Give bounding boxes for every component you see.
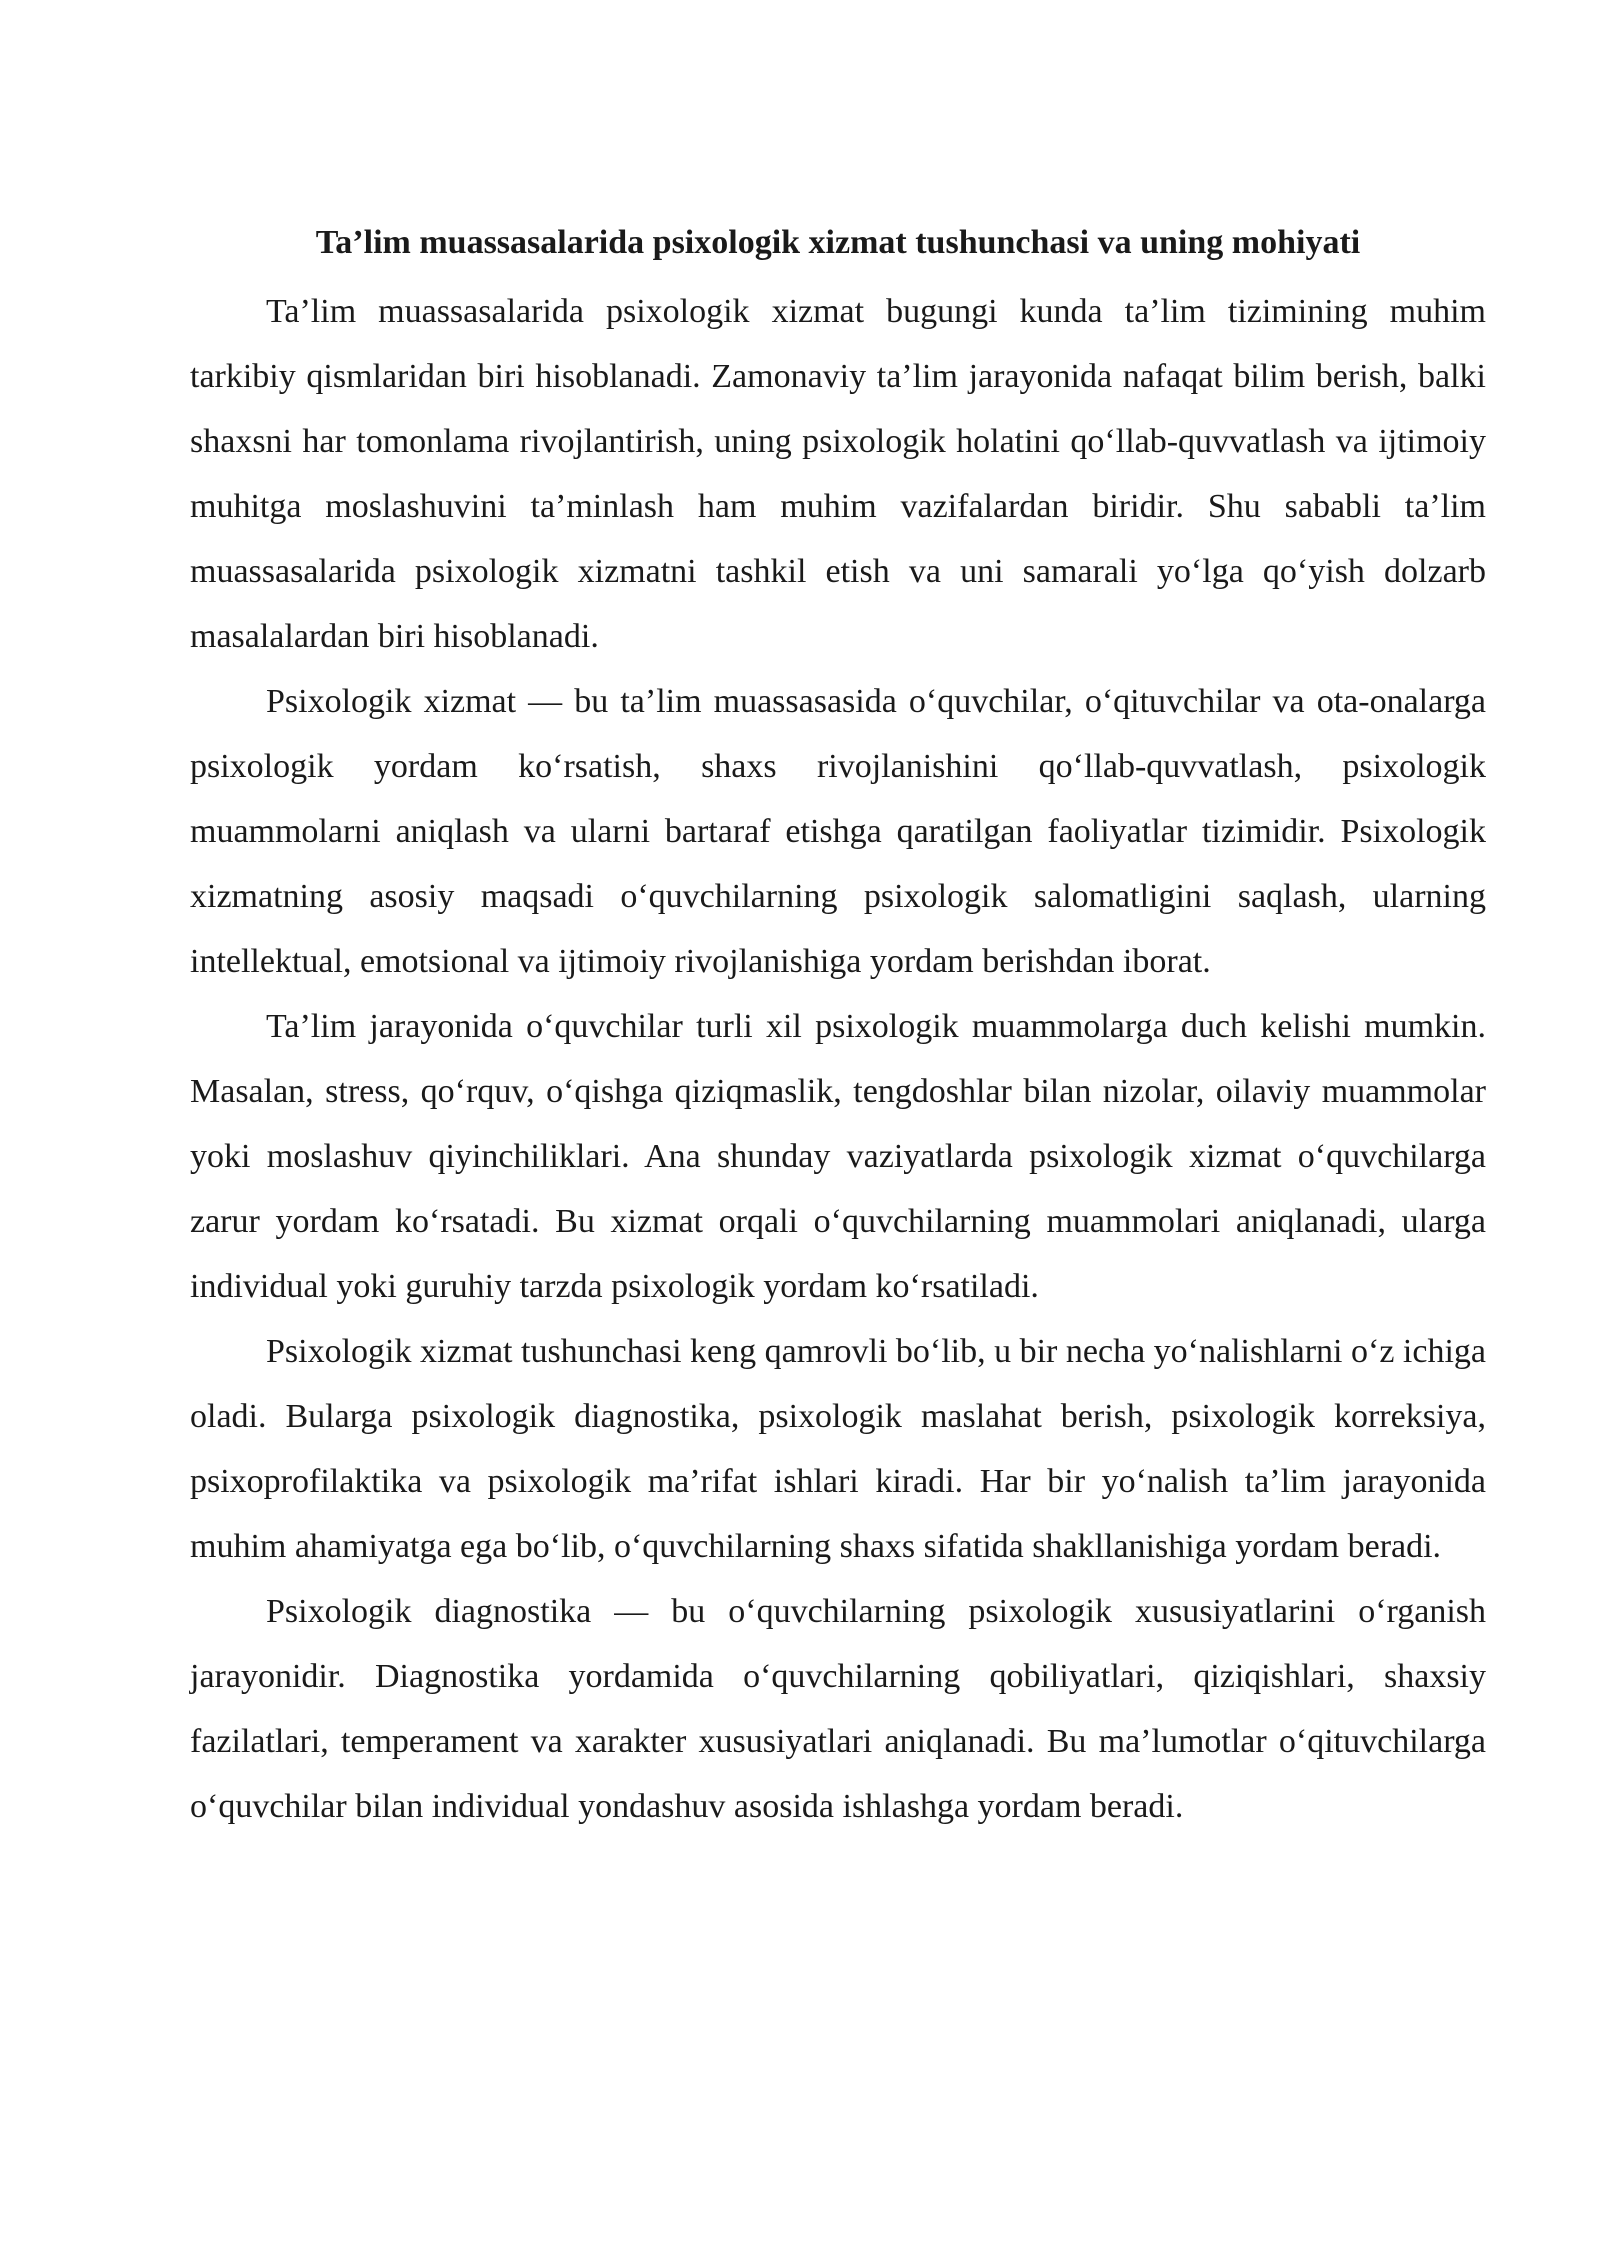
paragraph-5: Psixologik diagnostika — bu o‘quvchilarning psixologik xususiyatlarini o‘rganish jarayonidir. Diagnostika yordamida o‘quvchilarning qobiliyatlari, qiziqishlari, shaxsiy fazilatlari, temperament va xarakter xususiyatlari aniqlanadi. Bu ma’lumotlar o‘qituvchilarga o‘quvchilar bilan individual yondashuv asosida ishlashga yordam beradi. <box>190 1593 1486 1825</box>
document-title: Ta’lim muassasalarida psixologik xizmat tushunchasi va uning mohiyati <box>315 224 1361 261</box>
paragraph-1: Ta’lim muassasalarida psixologik xizmat bugungi kunda ta’lim tizimining muhim tarkibiy qismlaridan biri hisoblanadi. Zamonaviy ta’lim jarayonida nafaqat bilim berish, balki shaxsni har tomonlama rivojlantirish, uning psixologik holatini qo‘llab-quvvatlash va ijtimoiy muhitga moslashuvini ta’minlash ham muhim vazifalardan biridir. Shu sababli ta’lim muassasalarida psixologik xizmatni tashkil etish va uni samarali yo‘lga qo‘yish dolzarb masalalardan biri hisoblanadi. <box>190 293 1486 655</box>
paragraph-2: Psixologik xizmat — bu ta’lim muassasasida o‘quvchilar, o‘qituvchilar va ota-onalarga psixologik yordam ko‘rsatish, shaxs rivojlanishini qo‘llab-quvvatlash, psixologik muammolarni aniqlash va ularni bartaraf etishga qaratilgan faoliyatlar tizimidir. Psixologik xizmatning asosiy maqsadi o‘quvchilarning psixologik salomatligini saqlash, ularning intellektual, emotsional va ijtimoiy rivojlanishiga yordam berishdan iborat. <box>190 683 1486 980</box>
document-page <box>190 219 1486 1839</box>
paragraph-4: Psixologik xizmat tushunchasi keng qamrovli bo‘lib, u bir necha yo‘nalishlarni o‘z ichiga oladi. Bularga psixologik diagnostika, psixologik maslahat berish, psixologik korreksiya, psixoprofilaktika va psixologik ma’rifat ishlari kiradi. Har bir yo‘nalish ta’lim jarayonida muhim ahamiyatga ega bo‘lib, o‘quvchilarning shaxs sifatida shakllanishiga yordam beradi. <box>190 1333 1486 1565</box>
paragraph-3: Ta’lim jarayonida o‘quvchilar turli xil psixologik muammolarga duch kelishi mumkin. Masalan, stress, qo‘rquv, o‘qishga qiziqmaslik, tengdoshlar bilan nizolar, oilaviy muammolar yoki moslashuv qiyinchiliklari. Ana shunday vaziyatlarda psixologik xizmat o‘quvchilarga zarur yordam ko‘rsatadi. Bu xizmat orqali o‘quvchilarning muammolari aniqlanadi, ularga individual yoki guruhiy tarzda psixologik yordam ko‘rsatiladi. <box>190 1008 1486 1305</box>
